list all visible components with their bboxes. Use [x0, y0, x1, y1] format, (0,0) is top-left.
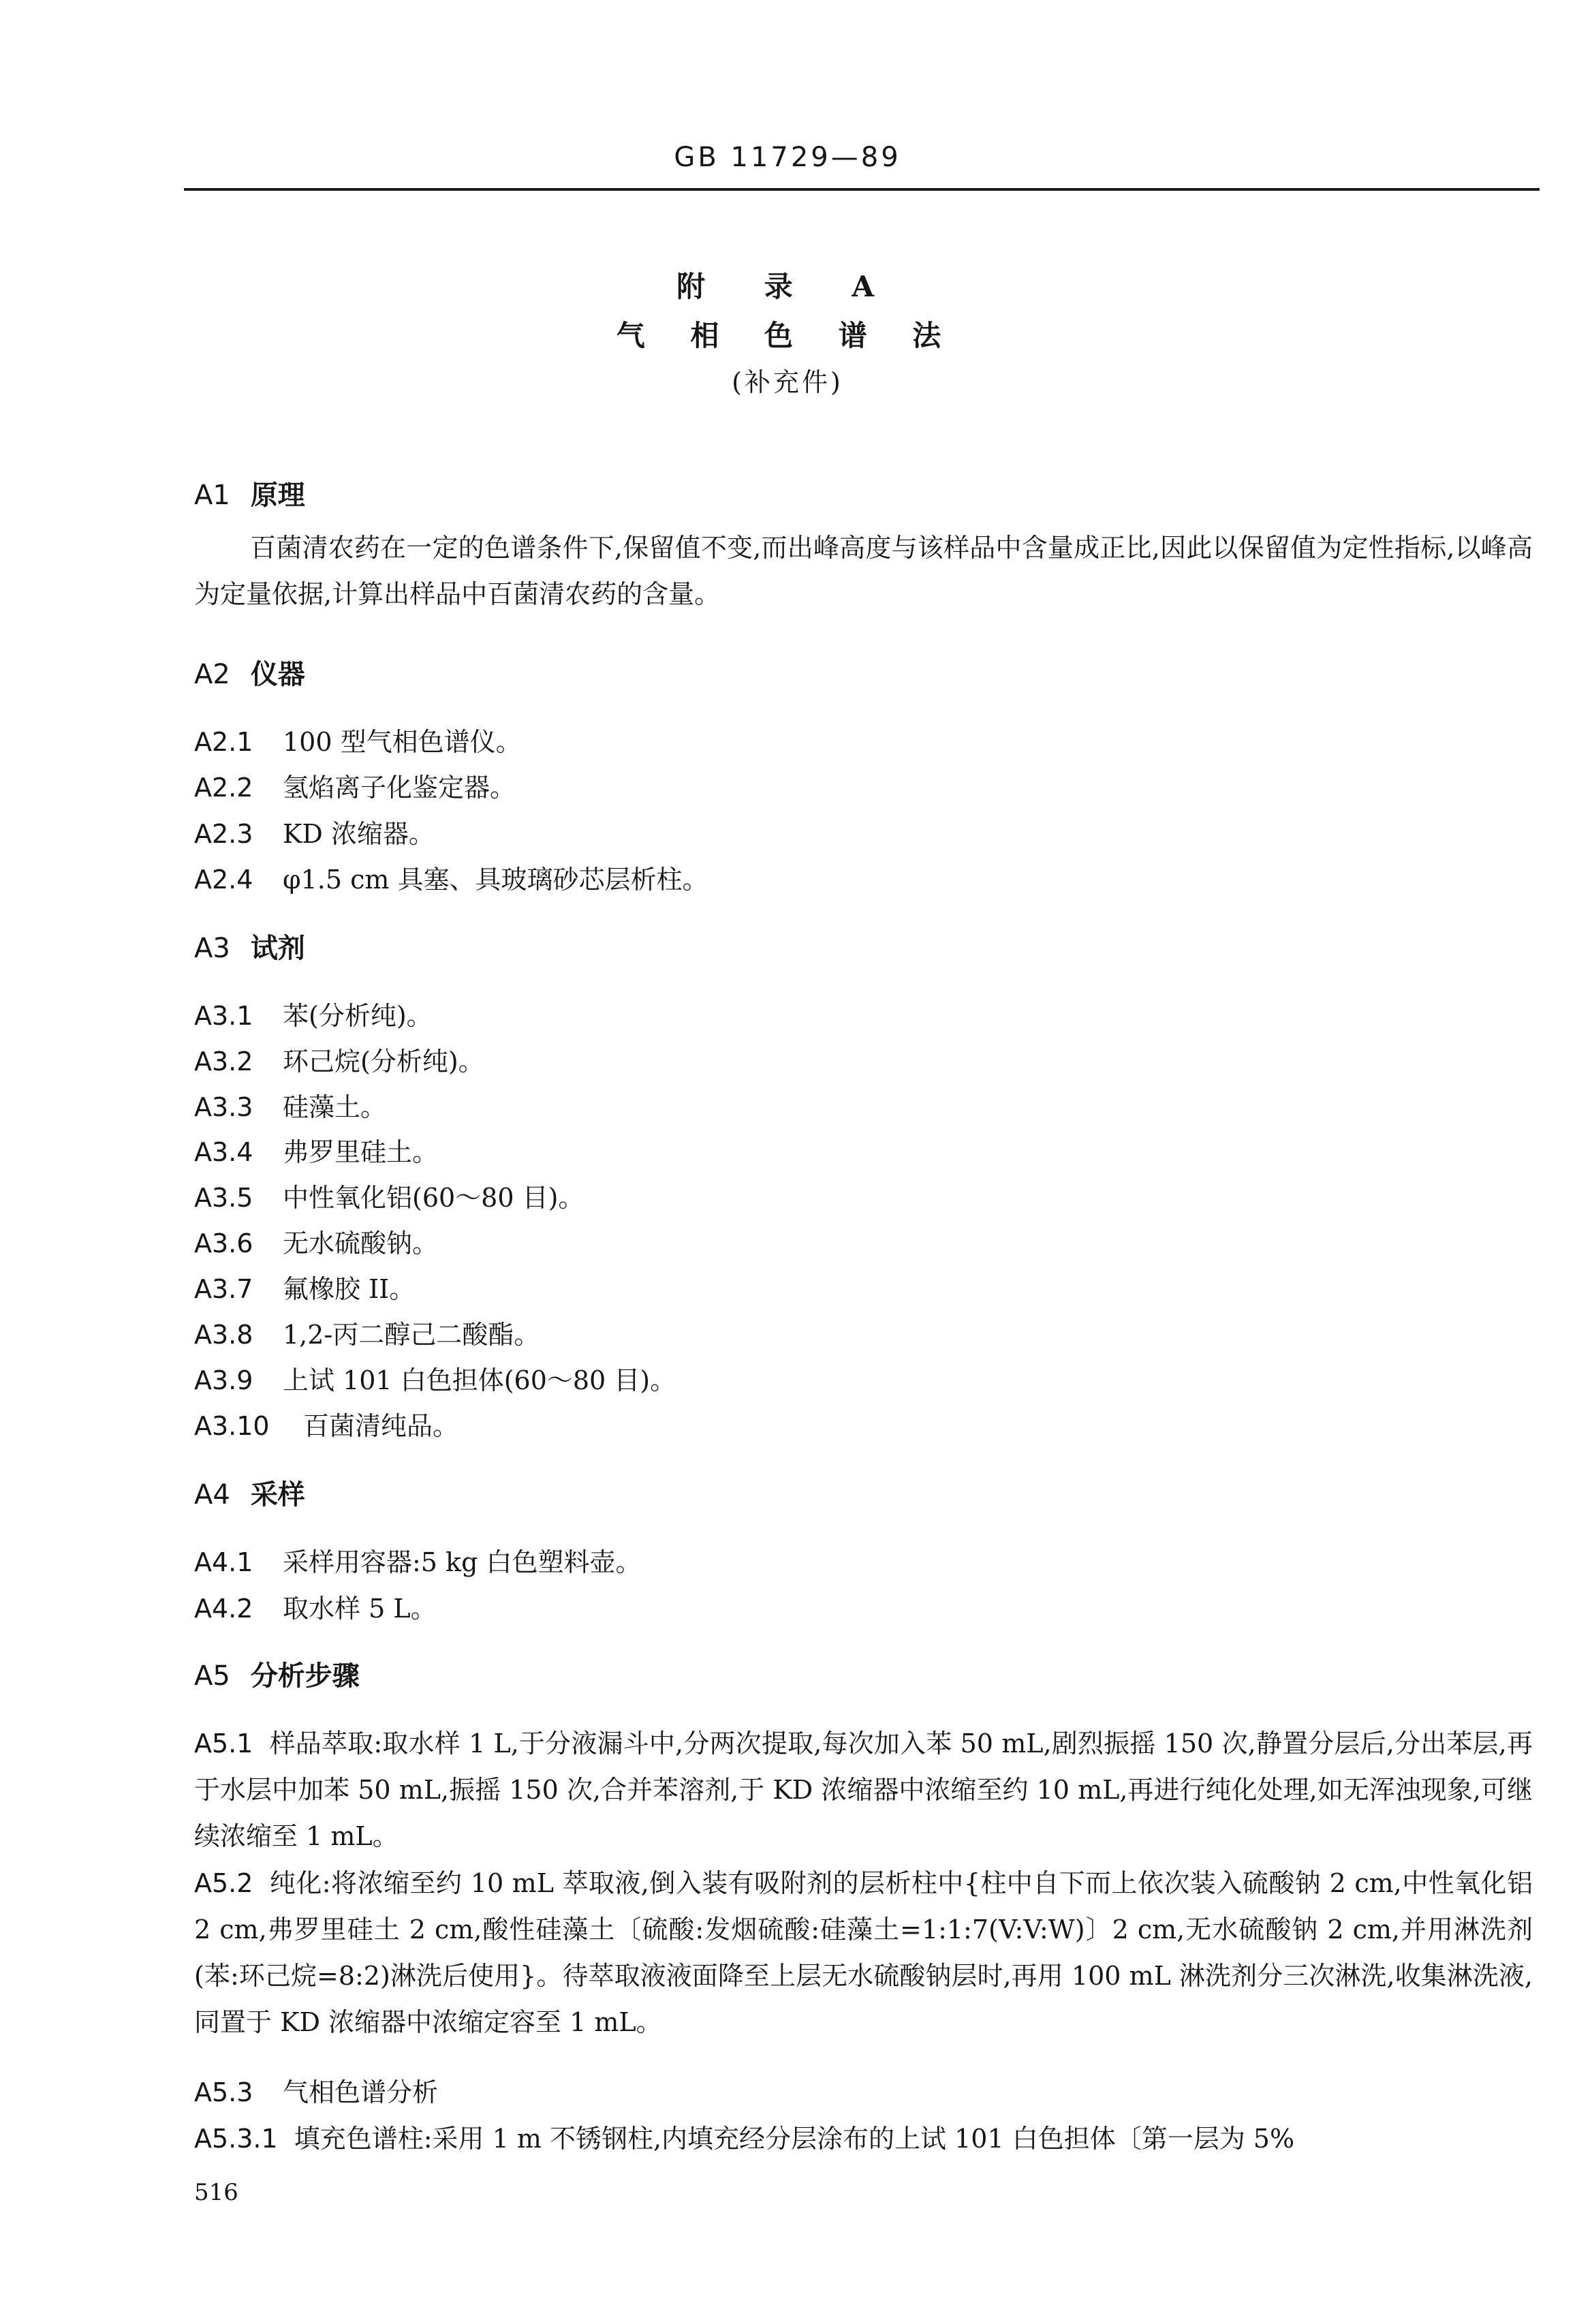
item-text: 1,2-丙二醇己二酸酯。	[283, 1320, 540, 1350]
list-item	[194, 1314, 540, 1351]
section-number: A1	[194, 480, 230, 511]
item-number: A5.3	[194, 2077, 253, 2107]
item-number: A3.8	[194, 1320, 253, 1350]
running-header: GB 11729—89	[674, 142, 901, 173]
section-a1-text: 百菌清农药在一定的色谱条件下,保留值不变,而出峰高度与该样品中含量成正比,因此以保留值为定性指标,以峰高为定量依据,计算出样品中百菌清农药的含量。	[194, 533, 1533, 609]
section-a3-heading	[194, 927, 305, 965]
item-number: A3.10	[194, 1411, 270, 1441]
list-item	[194, 1177, 584, 1214]
list-item	[194, 1359, 676, 1397]
item-text: 上试 101 白色担体(60～80 目)。	[283, 1365, 676, 1395]
section-title: 仪器	[250, 658, 305, 690]
section-a1-heading	[194, 474, 305, 512]
list-item	[194, 1086, 386, 1124]
item-text: 百菌清纯品。	[303, 1411, 459, 1441]
appendix-title: 附 录 A	[676, 270, 899, 303]
item-number: A3.3	[194, 1092, 253, 1122]
list-item	[194, 721, 522, 758]
paragraph-number: A5.1	[194, 1729, 253, 1759]
item-number: A2.3	[194, 819, 253, 849]
item-number: A4.2	[194, 1594, 253, 1624]
list-item	[194, 766, 516, 804]
page-number: 516	[194, 2179, 238, 2206]
paragraph-a5-1	[194, 1720, 1533, 1859]
item-number: A3.4	[194, 1137, 253, 1167]
item-text: 100 型气相色谱仪。	[283, 727, 522, 757]
section-number: A5	[194, 1660, 230, 1692]
appendix-note: (补充件)	[732, 367, 843, 397]
item-number: A2.1	[194, 727, 253, 757]
paragraph-number: A5.3.1	[194, 2124, 278, 2154]
item-text: 弗罗里硅土。	[283, 1137, 439, 1167]
section-title: 试剂	[250, 932, 305, 964]
section-a4-heading	[194, 1473, 305, 1512]
header-rule	[184, 188, 1540, 191]
section-title: 采样	[250, 1478, 305, 1510]
list-item	[194, 1222, 438, 1260]
appendix-name: 气 相 色 谱 法	[616, 319, 959, 352]
item-text: 硅藻土。	[283, 1092, 387, 1122]
paragraph-a5-2	[194, 1860, 1533, 2045]
item-number: A3.9	[194, 1365, 253, 1395]
item-number: A2.2	[194, 773, 253, 803]
item-text: 氢焰离子化鉴定器。	[283, 773, 516, 803]
section-title: 原理	[250, 479, 305, 511]
list-item	[194, 1040, 484, 1078]
paragraph-text: 样品萃取:取水样 1 L,于分液漏斗中,分两次提取,每次加入苯 50 mL,剧烈振摇 150 次,静置分层后,分出苯层,再于水层中加苯 50 mL,振摇 150 次,合并苯溶剂,于 KD 浓缩器中浓缩至约 10 mL,再进行纯化处理,如无浑浊现象,可继续浓缩至 1 mL。	[194, 1729, 1533, 1851]
item-text: 采样用容器:5 kg 白色塑料壶。	[283, 1547, 642, 1577]
list-item	[194, 813, 435, 850]
paragraph-text: 填充色谱柱:采用 1 m 不锈钢柱,内填充经分层涂布的上试 101 白色担体〔第一层为 5%	[294, 2124, 1295, 2154]
item-number: A3.1	[194, 1001, 253, 1031]
section-a5-heading	[194, 1654, 360, 1693]
item-text: 取水样 5 L。	[283, 1594, 437, 1624]
item-text: φ1.5 cm 具塞、具玻璃砂芯层析柱。	[283, 865, 708, 895]
item-text: 中性氧化铝(60～80 目)。	[283, 1183, 584, 1213]
list-item	[194, 995, 433, 1032]
section-number: A2	[194, 659, 230, 690]
section-title: 分析步骤	[250, 1660, 360, 1692]
subheading-a5-3	[194, 2071, 438, 2109]
item-number: A3.5	[194, 1183, 253, 1213]
item-number: A3.7	[194, 1274, 253, 1304]
list-item	[194, 1587, 437, 1625]
item-number: A3.2	[194, 1047, 253, 1076]
paragraph-text: 纯化:将浓缩至约 10 mL 萃取液,倒入装有吸附剂的层析柱中{柱中自下而上依次装入硫酸钠 2 cm,中性氧化铝 2 cm,弗罗里硅土 2 cm,酸性硅藻土〔硫酸:发烟硫酸:硅藻土=1:1:7(V:V:W)〕2 cm,无水硫酸钠 2 cm,并用淋洗剂(苯:环己烷=8:2)淋洗后使用}。待萃取液液面降至上层无水硫酸钠层时,再用 100 mL 淋洗剂分三次淋洗,收集淋洗液,同置于 KD 浓缩器中浓缩定容至 1 mL。	[194, 1868, 1533, 2037]
paragraph-a5-3-1	[194, 2116, 1533, 2162]
list-item	[194, 1131, 438, 1168]
section-number: A3	[194, 933, 230, 964]
list-item	[194, 1541, 642, 1579]
item-text: 氟橡胶 II。	[283, 1274, 416, 1304]
item-number: A2.4	[194, 865, 253, 895]
item-number: A4.1	[194, 1547, 253, 1577]
item-text: KD 浓缩器。	[283, 819, 435, 849]
list-item	[194, 858, 708, 896]
list-item	[194, 1268, 415, 1305]
paragraph-number: A5.2	[194, 1868, 253, 1898]
section-number: A4	[194, 1479, 230, 1510]
item-number: A3.6	[194, 1228, 253, 1258]
item-text: 苯(分析纯)。	[283, 1001, 433, 1031]
item-text: 气相色谱分析	[283, 2077, 439, 2107]
item-text: 无水硫酸钠。	[283, 1228, 439, 1258]
section-a2-heading	[194, 653, 305, 692]
item-text: 环己烷(分析纯)。	[283, 1047, 484, 1076]
list-item	[194, 1405, 458, 1442]
